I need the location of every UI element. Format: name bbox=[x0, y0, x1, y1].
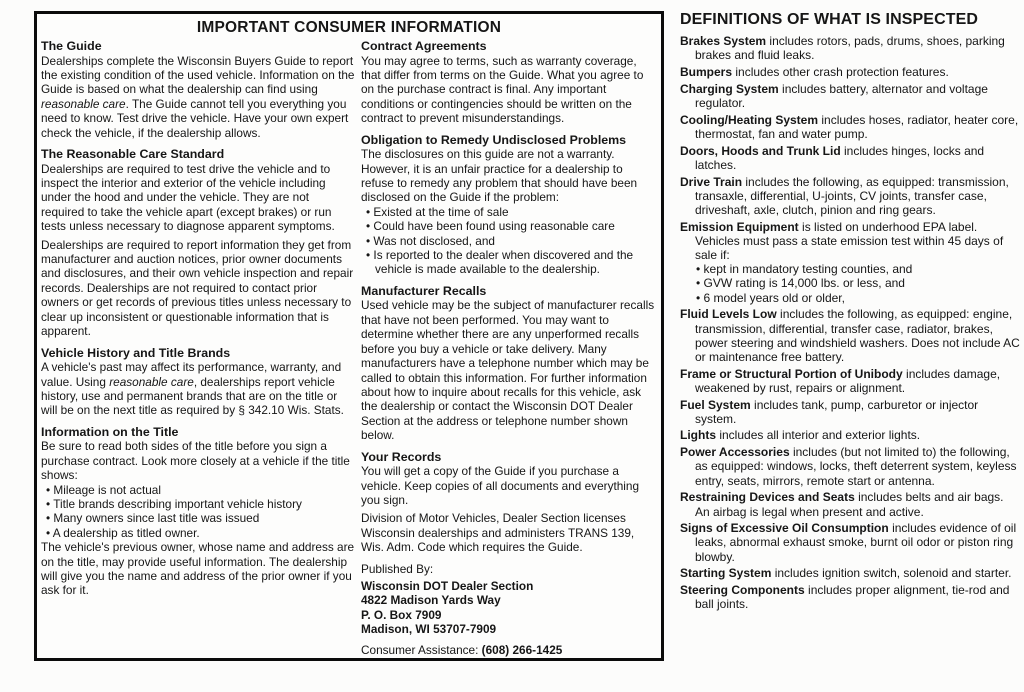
definition-term: Starting System bbox=[680, 566, 772, 581]
definition-term: Signs of Excessive Oil Consumption bbox=[680, 521, 889, 536]
section-heading: Contract Agreements bbox=[361, 39, 487, 53]
list-item: • Title brands describing important vehicle history bbox=[41, 497, 355, 511]
definition-text: includes proper alignment, tie-rod and ball joints. bbox=[695, 583, 1010, 612]
definition-item bbox=[680, 65, 1020, 79]
paragraph: The vehicle's previous owner, whose name and address are on the title, may provide useful information. The dealership will give you the name and address of the prior owner if you ask for it. bbox=[41, 540, 355, 598]
publisher-address-line: Madison, WI 53707-7909 bbox=[361, 622, 497, 637]
definition-item bbox=[680, 367, 1020, 395]
definition-term: Fuel System bbox=[680, 397, 751, 412]
definition-term: Bumpers bbox=[680, 65, 733, 80]
definition-bullet: • kept in mandatory testing counties, and bbox=[695, 262, 1020, 276]
paragraph: Used vehicle may be the subject of manufacturer recalls that have not been performed. You may want to determine whether there are any unperformed recalls before you buy a vehicle or take delivery. Many manufacturers have a telephone number which may be called to obtain this information. For further information about how to inquire about recalls for this vehicle, ask the dealership or contact the Wisconsin DOT Dealer Section at the address or telephone number shown below. bbox=[361, 298, 655, 443]
definition-term: Steering Components bbox=[680, 583, 805, 598]
definition-term: Drive Train bbox=[680, 174, 743, 189]
definition-term: Lights bbox=[680, 428, 716, 443]
definition-text: includes hoses, radiator, heater core, thermostat, fan and water pump. bbox=[695, 112, 1019, 141]
definition-item bbox=[680, 175, 1020, 218]
italic-phrase: reasonable care bbox=[41, 96, 126, 111]
paragraph: The disclosures on this guide are not a warranty. However, it is an unfair practice for a dealership to refuse to remedy any problem that should have been disclosed on the Guide if the problem: bbox=[361, 147, 638, 205]
definition-bullet: • GVW rating is 14,000 lbs. or less, and bbox=[695, 276, 1020, 290]
section-heading: Vehicle History and Title Brands bbox=[41, 345, 231, 360]
paragraph: Division of Motor Vehicles, Dealer Section licenses Wisconsin dealerships and administers TRANS 139, Wis. Adm. Code which requires the Guide. bbox=[361, 511, 635, 555]
definition-item bbox=[680, 113, 1020, 141]
definition-text: includes ignition switch, solenoid and starter. bbox=[774, 566, 1012, 581]
section-published-by bbox=[361, 562, 657, 657]
list-item: • Many owners since last title was issued bbox=[41, 511, 355, 525]
definition-text: includes belts and air bags. An airbag is legal when present and active. bbox=[695, 490, 1004, 519]
section-reasonable-care-standard bbox=[41, 147, 355, 338]
section-heading: The Reasonable Care Standard bbox=[41, 147, 225, 162]
list-item: • Is reported to the dealer when discovered and the vehicle is made available to the dealership. bbox=[361, 248, 657, 277]
definition-item bbox=[680, 583, 1020, 611]
list-item: • A dealership as titled owner. bbox=[41, 526, 355, 540]
section-information-on-the-title bbox=[41, 425, 355, 598]
definition-text: includes the following, as equipped: transmission, transaxle, differential, U-joints, CV joints, transfer case, driveshaft, axle, clutch, pinion and ring gears. bbox=[695, 174, 1009, 217]
definition-term: Cooling/Heating System bbox=[680, 112, 819, 127]
section-your-records bbox=[361, 450, 657, 555]
list-item: • Mileage is not actual bbox=[41, 483, 355, 497]
paragraph-text: A vehicle's past may affect its performance, warranty, and value. Using bbox=[41, 360, 342, 389]
section-contract-agreements bbox=[361, 39, 657, 126]
definitions-list bbox=[680, 34, 1020, 611]
paragraph: Dealerships are required to report information they get from manufacturer and auction notices, prior owner documents and disclosures, and their own vehicle inspection and repair records. Dealerships are not required to contact prior owners or get records of previous titles unless necessary to clear up inconsistent or questionable information that is apparent. bbox=[41, 237, 354, 339]
italic-phrase: reasonable care bbox=[109, 374, 194, 389]
definition-item bbox=[680, 144, 1020, 172]
definition-term: Frame or Structural Portion of Unibody bbox=[680, 366, 903, 381]
definition-text: includes all interior and exterior lights. bbox=[719, 428, 921, 443]
paragraph: You may agree to terms, such as warranty coverage, that differ from terms on the Guide. What you agree to on the purchase contract is final. Any important conditions or contingencies should be written on the contract to prevent misunderstandings. bbox=[361, 53, 644, 126]
section-heading: Your Records bbox=[361, 449, 442, 464]
definition-term: Doors, Hoods and Trunk Lid bbox=[680, 143, 841, 158]
list-item: • Could have been found using reasonable care bbox=[361, 219, 657, 233]
box-columns bbox=[41, 39, 657, 657]
definition-text: includes battery, alternator and voltage regulator. bbox=[695, 81, 988, 111]
definition-item bbox=[680, 445, 1020, 488]
definition-text: includes the following, as equipped: engine, transmission, differential, transfer case, radiator, brakes, power steering and windshield washers. Does not include AC or maintenance free battery. bbox=[695, 307, 1020, 364]
paragraph bbox=[41, 360, 355, 418]
consumer-assistance-phone: (608) 266-1425 bbox=[481, 642, 563, 657]
section-heading: Manufacturer Recalls bbox=[361, 283, 487, 298]
section-heading: Obligation to Remedy Undisclosed Problems bbox=[361, 132, 627, 147]
paragraph: Dealerships are required to test drive the vehicle and to inspect the interior and exterior of the vehicle including under the hood and under the vehicle. They are not required to take the vehicle apart (except brakes) or run tests unless necessary to diagnose apparent symptoms. bbox=[41, 161, 335, 234]
paragraph: You will get a copy of the Guide if you purchase a vehicle. Keep copies of all documents and everything you sign. bbox=[361, 464, 640, 507]
definitions-title: DEFINITIONS OF WHAT IS INSPECTED bbox=[680, 11, 979, 28]
consumer-assistance-label: Consumer Assistance: bbox=[361, 642, 482, 657]
section-manufacturer-recalls bbox=[361, 284, 657, 443]
problem-conditions-list bbox=[361, 205, 657, 277]
definition-item bbox=[680, 34, 1020, 62]
middle-column bbox=[361, 39, 657, 657]
section-heading: Information on the Title bbox=[41, 424, 179, 439]
section-obligation-to-remedy bbox=[361, 133, 657, 277]
paragraph-text: Dealerships complete the Wisconsin Buyers Guide to report the existing condition of the used vehicle. Information on the Guide is based on what the dealership can find using bbox=[41, 53, 355, 97]
consumer-assistance bbox=[361, 643, 657, 657]
definition-term: Power Accessories bbox=[680, 445, 790, 460]
section-the-guide bbox=[41, 39, 355, 140]
publisher-address-line: Wisconsin DOT Dealer Section bbox=[361, 578, 534, 593]
definition-text: includes damage, weakened by rust, repairs or alignment. bbox=[695, 366, 1001, 395]
section-vehicle-history-title-brands bbox=[41, 346, 355, 418]
definition-bullet: • 6 model years old or older, bbox=[695, 291, 1020, 305]
list-item: • Was not disclosed, and bbox=[361, 234, 657, 248]
definition-item bbox=[680, 521, 1020, 564]
definitions-column bbox=[680, 13, 1020, 611]
definition-item bbox=[680, 398, 1020, 426]
definition-text: includes rotors, pads, drums, shoes, parking brakes and fluid leaks. bbox=[695, 34, 1005, 63]
definition-term: Brakes System bbox=[680, 34, 767, 49]
definition-text: includes tank, pump, carburetor or injector system. bbox=[695, 397, 979, 426]
definition-sublist bbox=[695, 262, 1020, 305]
publisher-address-line: 4822 Madison Yards Way bbox=[361, 593, 501, 608]
definition-item bbox=[680, 428, 1020, 442]
definition-term: Charging System bbox=[680, 81, 779, 96]
left-column bbox=[41, 39, 355, 657]
publisher-address-line: P. O. Box 7909 bbox=[361, 607, 442, 622]
definition-text: includes evidence of oil leaks, abnormal exhaust smoke, burnt oil odor or piston ring blowby. bbox=[695, 521, 1017, 564]
box-title: IMPORTANT CONSUMER INFORMATION bbox=[196, 19, 502, 36]
publisher-address bbox=[361, 579, 657, 637]
definition-item bbox=[680, 220, 1020, 305]
definition-term: Restraining Devices and Seats bbox=[680, 490, 855, 505]
definition-term: Fluid Levels Low bbox=[680, 307, 777, 322]
list-item: • Existed at the time of sale bbox=[361, 205, 657, 219]
definition-item bbox=[680, 307, 1020, 364]
definition-item bbox=[680, 490, 1020, 518]
definition-text: includes other crash protection features. bbox=[735, 65, 949, 80]
paragraph-text: . The Guide cannot tell you everything you need to know. Test drive the vehicle. Have your own expert check the vehicle, if the dealership allows. bbox=[41, 96, 349, 140]
paragraph bbox=[41, 54, 355, 140]
section-heading: The Guide bbox=[41, 39, 102, 53]
definition-term: Emission Equipment bbox=[680, 219, 799, 234]
definition-text: is listed on underhood EPA label. Vehicles must pass a state emission test within 45 days of sale if: bbox=[695, 219, 1004, 263]
definition-text: includes hinges, locks and latches. bbox=[695, 143, 985, 172]
definition-text: includes (but not limited to) the following, as equipped: windows, locks, theft deterrent system, keyless entry, seats, mirrors, remote start or antenna. bbox=[695, 445, 1017, 488]
paragraph-text: , dealerships report vehicle history, use and permanent brands that are on the title or will be on the next title as required by § 342.10 Wis. Stats. bbox=[41, 374, 344, 418]
title-warning-list bbox=[41, 483, 355, 541]
paragraph: Be sure to read both sides of the title before you sign a purchase contract. Look more closely at a vehicle if the title shows: bbox=[41, 439, 350, 483]
definition-item bbox=[680, 566, 1020, 580]
published-by-label: Published By: bbox=[361, 561, 434, 576]
definition-item bbox=[680, 82, 1020, 110]
important-consumer-information-box bbox=[34, 11, 664, 661]
